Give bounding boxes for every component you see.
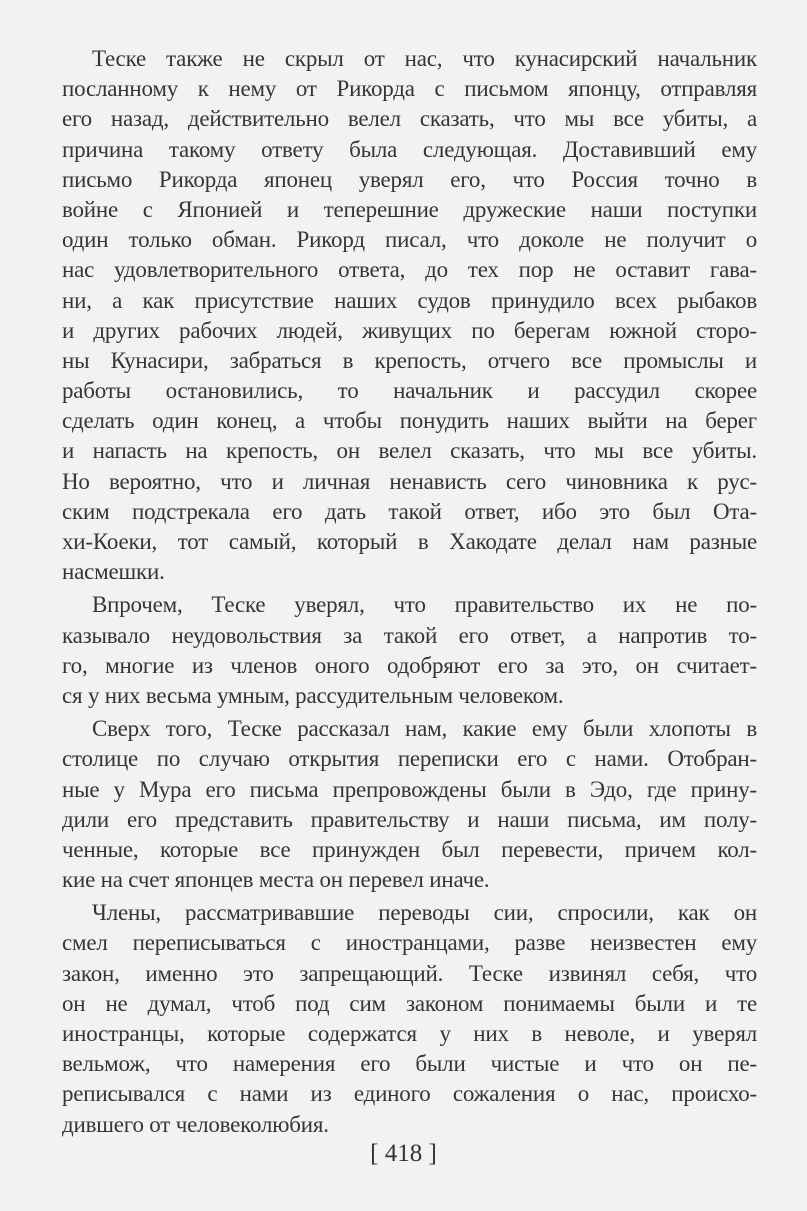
text-line: ные у Мура его письма препровождены были в Эдо, где прину- [62, 776, 757, 802]
text-line: Теске также не скрыл от нас, что кунасирский начальник [92, 46, 757, 71]
text-line: и других рабочих людей, живущих по берегам южной сторо- [62, 317, 757, 343]
text-line: его назад, действительно велел сказать, что мы все убиты, а [62, 106, 757, 132]
text-line: Сверх того, Теске рассказал нам, какие ему были хлопоты в [92, 716, 757, 742]
text-line: реписывался с нами из единого сожаления о нас, происхо- [62, 1081, 757, 1107]
text-line: он не думал, чтоб под сим законом понимаемы были и те [62, 990, 757, 1016]
text-line: ся у них весьма умным, рассудительным человеком. [62, 682, 564, 708]
paragraph [62, 44, 757, 587]
text-line: дившего от человеколюбия. [62, 1111, 329, 1137]
text-line: нас удовлетворительного ответа, до тех пор не оставит гава- [62, 257, 757, 283]
text-line: Члены, рассматривавшие переводы сии, спросили, как он [92, 900, 757, 926]
text-line: один только обман. Рикорд писал, что доколе не получит о [62, 227, 757, 253]
paragraph [62, 898, 757, 1140]
text-line: войне с Японией и теперешние дружеские наши поступки [62, 196, 757, 222]
text-line: вельмож, что намерения его были чистые и что он пе- [62, 1051, 757, 1077]
text-line: работы остановились, то начальник и рассудил скорее [62, 378, 757, 404]
text-line: и напасть на крепость, он велел сказать, что мы все убиты. [62, 438, 757, 464]
text-line: сделать один конец, а чтобы понудить наших выйти на берег [62, 408, 757, 434]
text-line: письмо Рикорда японец уверял его, что Россия точно в [62, 166, 757, 192]
page-number: [ 418 ] [370, 1140, 437, 1167]
text-line: ским подстрекала его дать такой ответ, ибо это был Ота- [62, 498, 757, 524]
text-line: насмешки. [62, 559, 165, 585]
text-line: казывало неудовольствия за такой его ответ, а напротив то- [62, 622, 757, 648]
page-body-text [62, 44, 757, 1143]
text-line: ни, а как присутствие наших судов принудило всех рыбаков [62, 287, 757, 313]
paragraph [62, 714, 757, 895]
text-line: дили его представить правительству и наши письма, им полу- [62, 806, 757, 832]
text-line: иностранцы, которые содержатся у них в неволе, и уверял [62, 1021, 757, 1046]
text-line: ны Кунасири, забраться в крепость, отчего все промыслы и [62, 347, 757, 373]
text-line: Но вероятно, что и личная ненависть сего чиновника к рус- [62, 468, 757, 494]
text-line: го, многие из членов оного одобряют его за это, он считает- [62, 652, 757, 678]
text-line: кие на счет японцев места он перевел иначе. [62, 867, 490, 893]
text-line: посланному к нему от Рикорда с письмом японцу, отправляя [62, 76, 757, 102]
text-line: закон, именно это запрещающий. Теске извинял себя, что [62, 960, 757, 986]
text-line: столице по случаю открытия переписки его с нами. Отобран- [62, 746, 757, 772]
text-line: ченные, которые все принужден был перевести, причем кол- [62, 836, 757, 862]
text-line: хи-Коеки, тот самый, который в Хакодате делал нам разные [62, 529, 757, 554]
text-line: смел переписываться с иностранцами, разве неизвестен ему [62, 930, 757, 956]
paragraph [62, 590, 757, 711]
text-line: причина такому ответу была следующая. Доставивший ему [62, 136, 757, 162]
text-line: Впрочем, Теске уверял, что правительство их не по- [92, 592, 757, 618]
